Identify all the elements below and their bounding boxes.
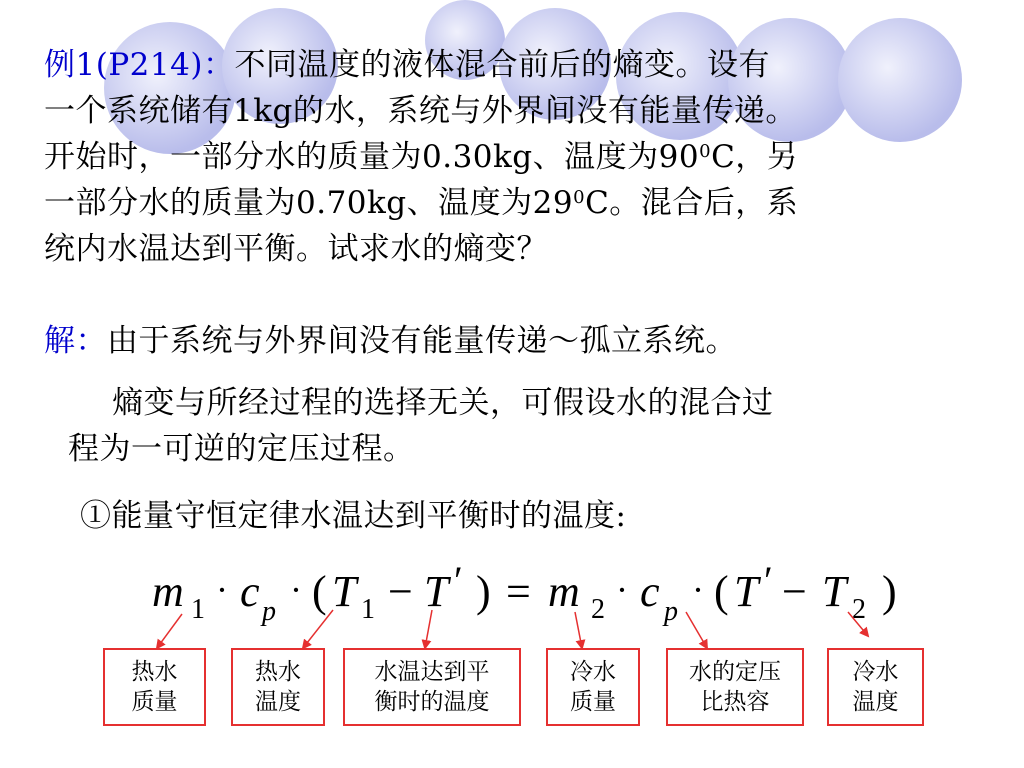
eq-minus: −	[782, 567, 807, 616]
eq-lparen: (	[312, 567, 327, 616]
eq-rparen: )	[476, 567, 491, 616]
label-box-equilibrium-temp: 水温达到平 衡时的温度	[343, 648, 521, 726]
eq-sub-p: p	[664, 596, 678, 627]
eq-rparen: )	[882, 567, 897, 616]
problem-line-4: 一部分水的质量为0.70kg、温度为$29^0C$。混合后，系	[44, 185, 799, 221]
eq-c: c	[640, 567, 660, 616]
eq-sub-1: 1	[191, 594, 205, 625]
problem-line-3: 开始时，一部分水的质量为0.30kg、温度为$90^0C$，另	[44, 139, 799, 175]
eq-T1: T	[332, 567, 357, 616]
eq-dot: ·	[216, 570, 228, 610]
step-1-heading: ①能量守恒定律水温达到平衡时的温度:	[80, 498, 627, 534]
eq-dot: ·	[616, 570, 628, 610]
problem-line-1: 例1(P214)：不同温度的液体混合前后的熵变。设有	[44, 47, 770, 83]
label-box-specific-heat: 水的定压 比热容	[666, 648, 804, 726]
problem-line-2: 一个系统储有1kg的水，系统与外界间没有能量传递。	[44, 93, 797, 129]
arrow-hot-temp	[303, 610, 333, 648]
arrow-hot-mass	[157, 614, 182, 648]
label-box-cold-water-temp: 冷水 温度	[827, 648, 924, 726]
solution-label: 解：	[44, 323, 107, 359]
arrow-cold-mass	[575, 612, 582, 648]
eq-Tprime: T	[734, 567, 759, 616]
eq-lparen: (	[714, 567, 729, 616]
arrow-cold-temp	[848, 612, 868, 636]
eq-sub-2: 2	[591, 594, 605, 625]
arrow-cp	[686, 612, 707, 648]
eq-sub-2: 2	[852, 594, 866, 625]
eq-c: c	[240, 567, 260, 616]
eq-dot: ·	[290, 570, 302, 610]
eq-m2: m	[548, 567, 580, 616]
eq-prime: ′	[454, 558, 463, 603]
solution-line-1: 解：由于系统与外界间没有能量传递～孤立系统。	[44, 323, 737, 359]
example-label: 例1(P214)：	[44, 47, 235, 83]
label-box-hot-water-mass: 热水 质量	[103, 648, 206, 726]
eq-sub-p: p	[262, 596, 276, 627]
problem-line-5: 统内水温达到平衡。试求水的熵变？	[44, 231, 548, 267]
eq-Tprime: T	[424, 567, 449, 616]
eq-sub-1: 1	[361, 594, 375, 625]
eq-T2: T	[822, 567, 847, 616]
eq-prime: ′	[764, 558, 773, 603]
eq-dot: ·	[692, 570, 704, 610]
eq-equals: =	[506, 567, 531, 616]
eq-m1: m	[152, 567, 184, 616]
eq-minus: −	[388, 567, 413, 616]
label-box-cold-water-mass: 冷水 质量	[546, 648, 640, 726]
arrow-eq-temp	[425, 610, 432, 648]
solution-line-2: 熵变与所经过程的选择无关，可假设水的混合过	[112, 385, 774, 421]
solution-line-3: 程为一可逆的定压过程。	[68, 431, 415, 467]
label-box-hot-water-temp: 热水 温度	[231, 648, 325, 726]
